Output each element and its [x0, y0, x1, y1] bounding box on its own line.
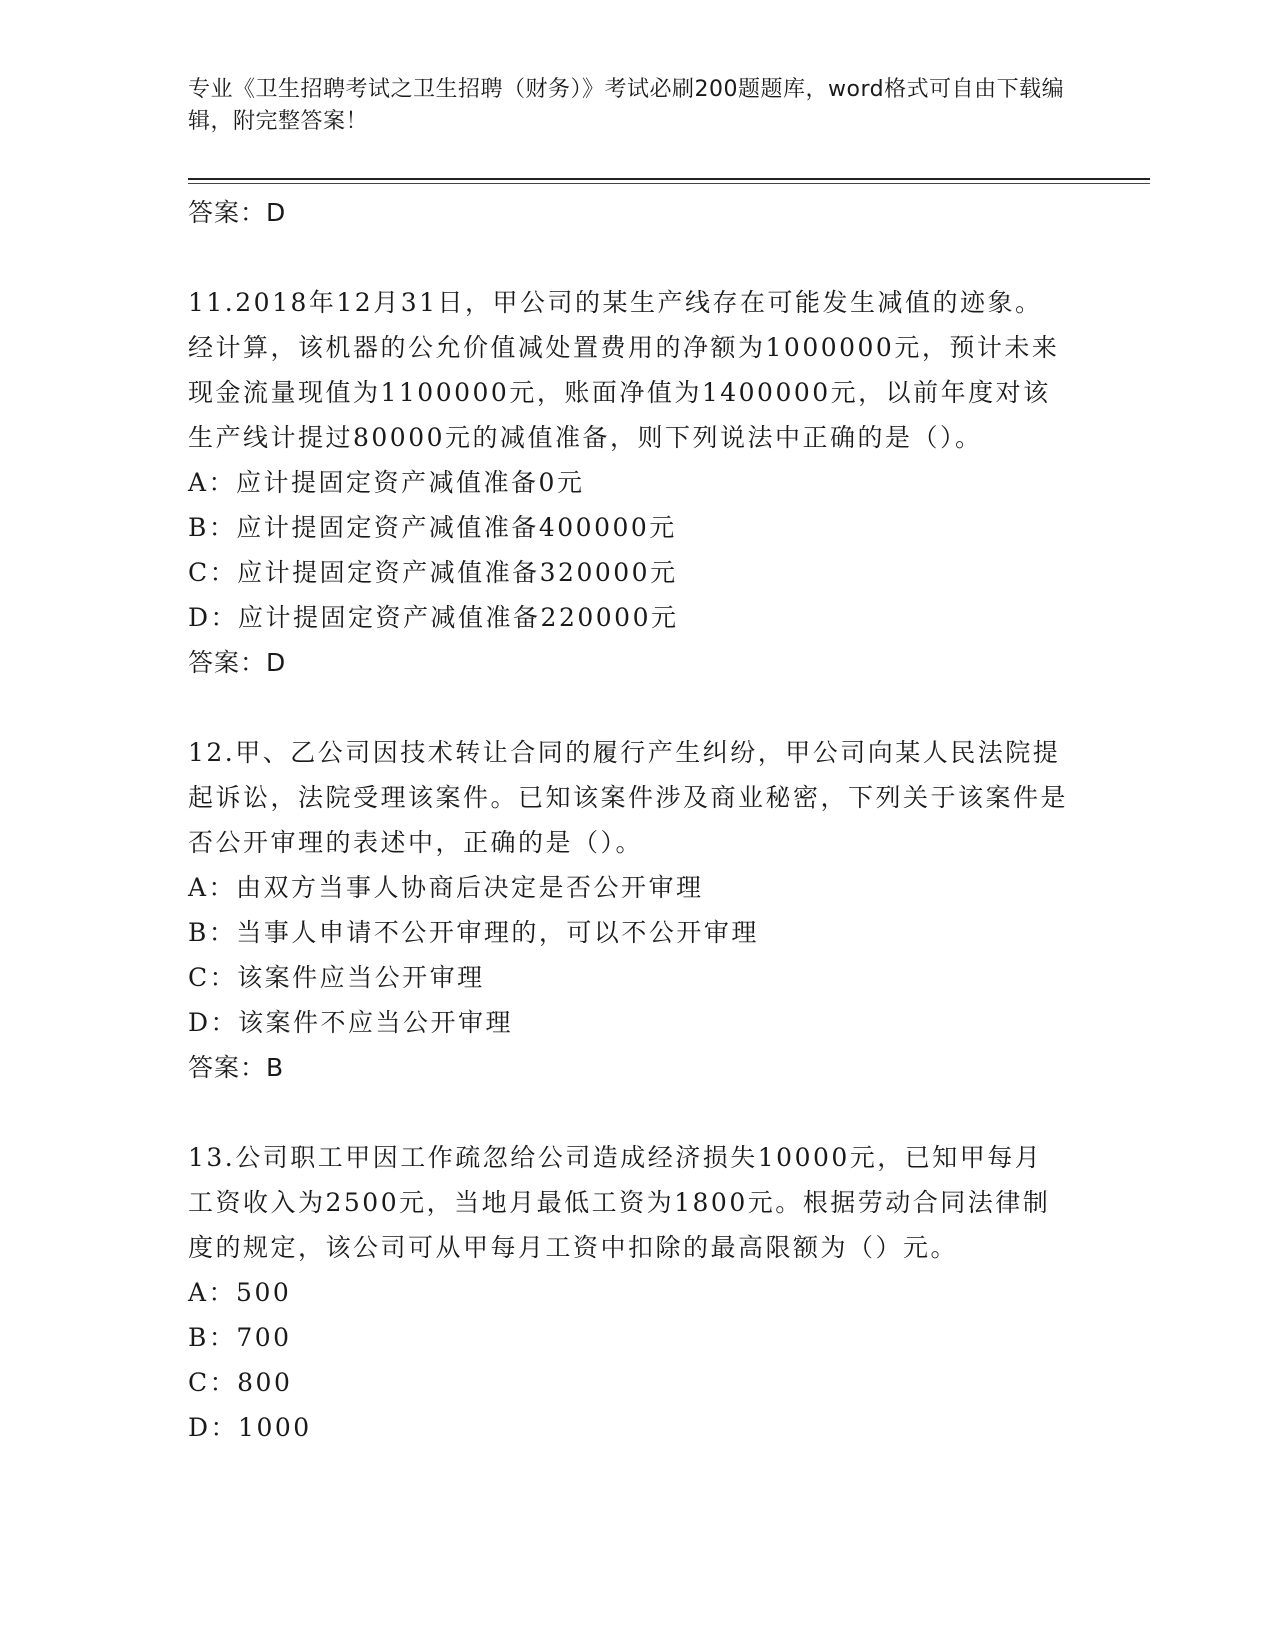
question-11	[188, 280, 1068, 685]
option-d: D：应计提固定资产减值准备220000元	[188, 603, 679, 632]
option-b: B：700	[188, 1323, 292, 1352]
question-stem: 13.公司职工甲因工作疏忽给公司造成经济损失10000元，已知甲每月工资收入为2500元，当地月最低工资为1800元。根据劳动合同法律制度的规定，该公司可从甲每月工资中扣除的最高限额为（）元。	[188, 1143, 1051, 1262]
header-rule-thick	[188, 178, 1150, 180]
option-b: B：应计提固定资产减值准备400000元	[188, 513, 677, 542]
answer-previous: 答案：D	[188, 198, 287, 227]
question-stem: 11.2018年12月31日，甲公司的某生产线存在可能发生减值的迹象。经计算，该机器的公允价值减处置费用的净额为1000000元，预计未来现金流量现值为1100000元，账面净值为1400000元，以前年度对该生产线计提过80000元的减值准备，则下列说法中正确的是（）。	[188, 288, 1060, 452]
document-body	[188, 190, 1068, 1450]
answer: 答案：B	[188, 1053, 285, 1082]
question-stem: 12.甲、乙公司因技术转让合同的履行产生纠纷，甲公司向某人民法院提起诉讼，法院受理该案件。已知该案件涉及商业秘密，下列关于该案件是否公开审理的表述中，正确的是（）。	[188, 738, 1069, 857]
document-header	[188, 74, 1068, 138]
option-c: C：800	[188, 1368, 293, 1397]
option-c: C：该案件应当公开审理	[188, 963, 485, 992]
option-d: D：1000	[188, 1413, 312, 1442]
question-12	[188, 730, 1068, 1090]
answer: 答案：D	[188, 648, 287, 677]
option-a: A：由双方当事人协商后决定是否公开审理	[188, 873, 704, 902]
option-a: A：500	[188, 1278, 292, 1307]
question-13	[188, 1135, 1068, 1450]
header-title: 专业《卫生招聘考试之卫生招聘（财务）》考试必刷200题题库，word格式可自由下载编辑，附完整答案！	[188, 77, 1065, 134]
option-c: C：应计提固定资产减值准备320000元	[188, 558, 678, 587]
option-d: D：该案件不应当公开审理	[188, 1008, 514, 1037]
option-a: A：应计提固定资产减值准备0元	[188, 468, 585, 497]
header-rule-thin	[188, 183, 1150, 184]
option-b: B：当事人申请不公开审理的，可以不公开审理	[188, 918, 759, 947]
